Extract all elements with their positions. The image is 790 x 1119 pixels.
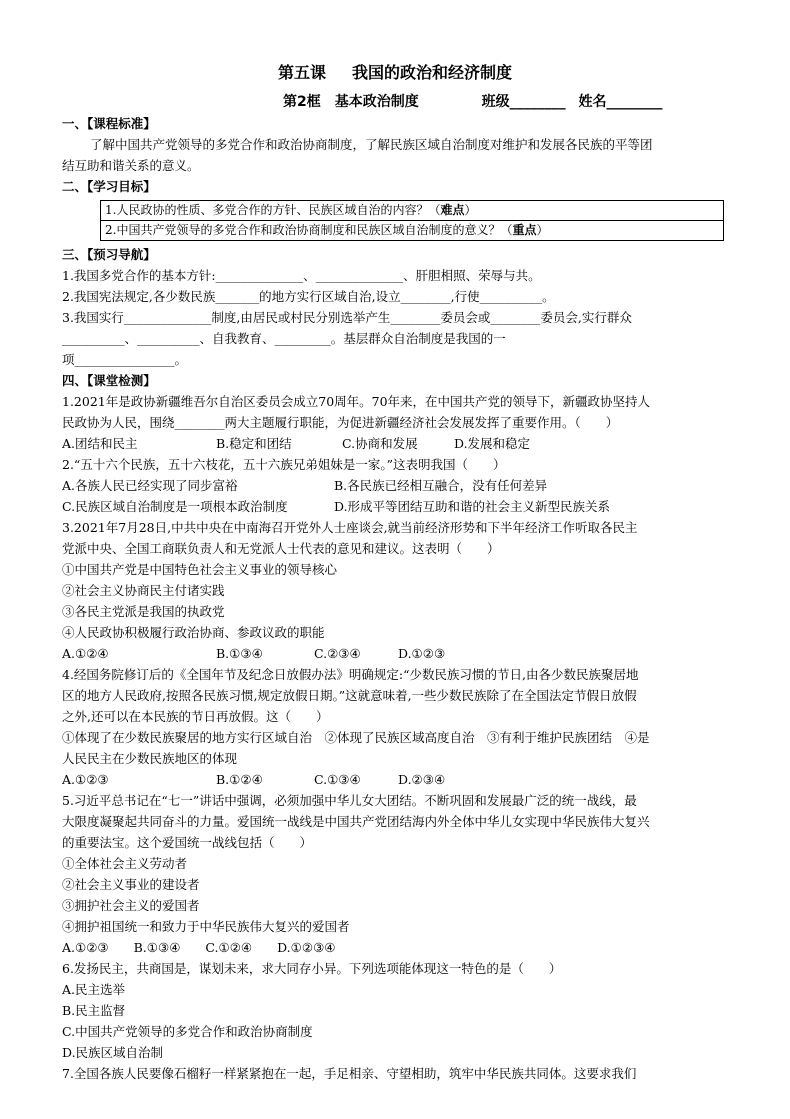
preview-line-3: 3.我国实行______________制度,由居民或村民分别选举产生________委员会或________委员会,实行群众 (62, 310, 632, 325)
q4-stem-2: 区的地方人民政府,按照各民族习惯,规定放假日期。”这就意味着,一些少数民族除了在全国法定节假日放假 (62, 688, 637, 703)
section-goals-heading: 二、【学习目标】 (62, 179, 156, 194)
goal-1-end: ） (464, 203, 477, 217)
q5-options[interactable]: A.①②③ B.①③④ C.①②④ D.①②③④ (62, 940, 336, 955)
q6-option-c[interactable]: C.中国共产党领导的多党合作和政治协商制度 (62, 1024, 313, 1039)
q2-option-c[interactable]: C.民族区域自治制度是一项根本政治制度 (62, 499, 288, 514)
q6-option-d[interactable]: D.民族区域自治制 (62, 1045, 164, 1060)
goal-row-2 (101, 220, 723, 240)
name-field[interactable]: 姓名________ (578, 94, 663, 110)
q2-option-a[interactable]: A.各族人民已经实现了同步富裕 (62, 478, 238, 493)
q5-statement-4: ④拥护祖国统一和致力于中华民族伟大复兴的爱国者 (62, 919, 350, 934)
q6-option-a[interactable]: A.民主选举 (62, 982, 126, 997)
frame-title: 第2框 基本政治制度 (283, 94, 419, 110)
goal-1-tag: 难点 (440, 203, 465, 217)
q6-option-b[interactable]: B.民主监督 (62, 1003, 126, 1018)
preview-line-5: 项________________。 (62, 352, 188, 367)
q1-stem-1: 1.2021年是政协新疆维吾尔自治区委员会成立70周年。70年来，在中国共产党的领导下，新疆政协坚持人 (62, 394, 651, 409)
q5-stem-3: 的重要法宝。这个爱国统一战线包括（ ） (62, 835, 313, 850)
q3-option-d[interactable]: D.①②③ (398, 646, 446, 661)
q3-option-b[interactable]: B.①③④ (216, 646, 263, 661)
q3-options (62, 643, 730, 664)
q2-options-row-1 (62, 475, 730, 496)
goal-row-1 (101, 201, 723, 220)
lesson-name: 我国的政治和经济制度 (352, 63, 513, 82)
q3-stem-2: 党派中央、全国工商联负责人和无党派人士代表的意见和建议。这表明（ ） (62, 541, 500, 556)
goal-2-end: ） (536, 223, 549, 237)
q3-statement-3: ③各民主党派是我国的执政党 (62, 604, 225, 619)
section-curriculum-heading: 一、【课程标准】 (62, 116, 156, 131)
q1-option-c[interactable]: C.协商和发展 (342, 436, 418, 451)
q6-stem: 6.发扬民主，共商国是，谋划未来，求大同存小异。下列选项能体现这一特色的是（ ） (62, 961, 562, 976)
lesson-title (0, 60, 790, 83)
q4-stem-1: 4.经国务院修订后的《全国年节及纪念日放假办法》明确规定:“少数民族习惯的节日,由各少数民族聚居地 (62, 667, 639, 682)
q3-option-a[interactable]: A.①②④ (62, 646, 109, 661)
q4-option-b[interactable]: B.①②④ (216, 772, 263, 787)
section-preview-heading: 三、【预习导航】 (62, 247, 156, 262)
q1-options (62, 433, 730, 454)
lesson-number: 第五课 (277, 63, 326, 82)
preview-line-1: 1.我国多党合作的基本方针:______________、______________、肝胆相照、荣辱与共。 (62, 268, 541, 283)
worksheet-content (62, 113, 730, 1084)
q1-stem-2: 民政协为人民，围绕________两大主题履行职能，为促进新疆经济社会发展发挥了重要作用。（ ） (62, 415, 619, 430)
q3-stem-1: 3.2021年7月28日,中共中央在中南海召开党外人士座谈会,就当前经济形势和下半年经济工作听取各民主 (62, 520, 638, 535)
goal-2-text: 2.中国共产党领导的多党合作和政治协商制度和民族区域自治制度的意义？（ (105, 223, 513, 237)
goal-2-tag: 重点 (512, 223, 537, 237)
q5-statement-3: ③拥护社会主义的爱国者 (62, 898, 200, 913)
q5-statement-2: ②社会主义事业的建设者 (62, 877, 200, 892)
q3-option-c[interactable]: C.②③④ (314, 646, 361, 661)
q4-option-d[interactable]: D.②③④ (398, 772, 446, 787)
q2-option-d[interactable]: D.形成平等团结互助和谐的社会主义新型民族关系 (334, 499, 611, 514)
q2-option-b[interactable]: B.各民族已经相互融合，没有任何差异 (334, 478, 548, 493)
section-test-heading: 四、【课堂检测】 (62, 373, 156, 388)
q4-options (62, 769, 730, 790)
q4-option-a[interactable]: A.①②③ (62, 772, 109, 787)
q3-statement-1: ①中国共产党是中国特色社会主义事业的领导核心 (62, 562, 338, 577)
q1-option-a[interactable]: A.团结和民主 (62, 436, 138, 451)
q3-statement-4: ④人民政协积极履行政治协商、参政议政的职能 (62, 625, 325, 640)
curriculum-text-line-1: 了解中国共产党领导的多党合作和政治协商制度，了解民族区域自治制度对维护和发展各民族的平等团 (90, 137, 653, 152)
q1-option-b[interactable]: B.稳定和团结 (216, 436, 292, 451)
q5-stem-2: 大限度凝聚起共同奋斗的力量。爱国统一战线是中国共产党团结海内外全体中华儿女实现中华民族伟大复兴 (62, 814, 650, 829)
subtitle-row (283, 91, 663, 111)
q4-stem-3: 之外,还可以在本民族的节日再放假。这（ ） (62, 709, 329, 724)
q4-statements-1: ①体现了在少数民族聚居的地方实行区域自治 ②体现了民族区域高度自治 ③有利于维护民族团结 ④是 (62, 730, 650, 745)
class-field[interactable]: 班级________ (481, 94, 566, 110)
q4-statements-2: 人民民主在少数民族地区的体现 (62, 751, 238, 766)
q7-stem: 7.全国各族人民要像石榴籽一样紧紧抱在一起，手足相亲、守望相助，筑牢中华民族共同体。这要求我们 (62, 1066, 637, 1081)
preview-line-2: 2.我国宪法规定,各少数民族_______的地方实行区域自治,设立________,行使__________。 (62, 289, 555, 304)
q1-option-d[interactable]: D.发展和稳定 (454, 436, 531, 451)
goal-1-text: 1.人民政协的性质、多党合作的方针、民族区域自治的内容？（ (105, 203, 441, 217)
curriculum-text-line-2: 结互助和谐关系的意义。 (62, 158, 200, 173)
q5-stem-1: 5.习近平总书记在“七一”讲话中强调，必须加强中华儿女大团结。不断巩固和发展最广泛的统一战线，最 (62, 793, 637, 808)
preview-line-4: __________、__________、自我教育、_________。基层群众自治制度是我国的一 (62, 331, 506, 346)
q4-option-c[interactable]: C.①③④ (314, 772, 361, 787)
q2-options-row-2 (62, 496, 730, 517)
q5-statement-1: ①全体社会主义劳动者 (62, 856, 188, 871)
q2-stem: 2.“五十六个民族，五十六枝花，五十六族兄弟姐妹是一家。”这表明我国（ ） (62, 457, 506, 472)
q3-statement-2: ②社会主义协商民主付诸实践 (62, 583, 225, 598)
goals-table (100, 200, 724, 241)
